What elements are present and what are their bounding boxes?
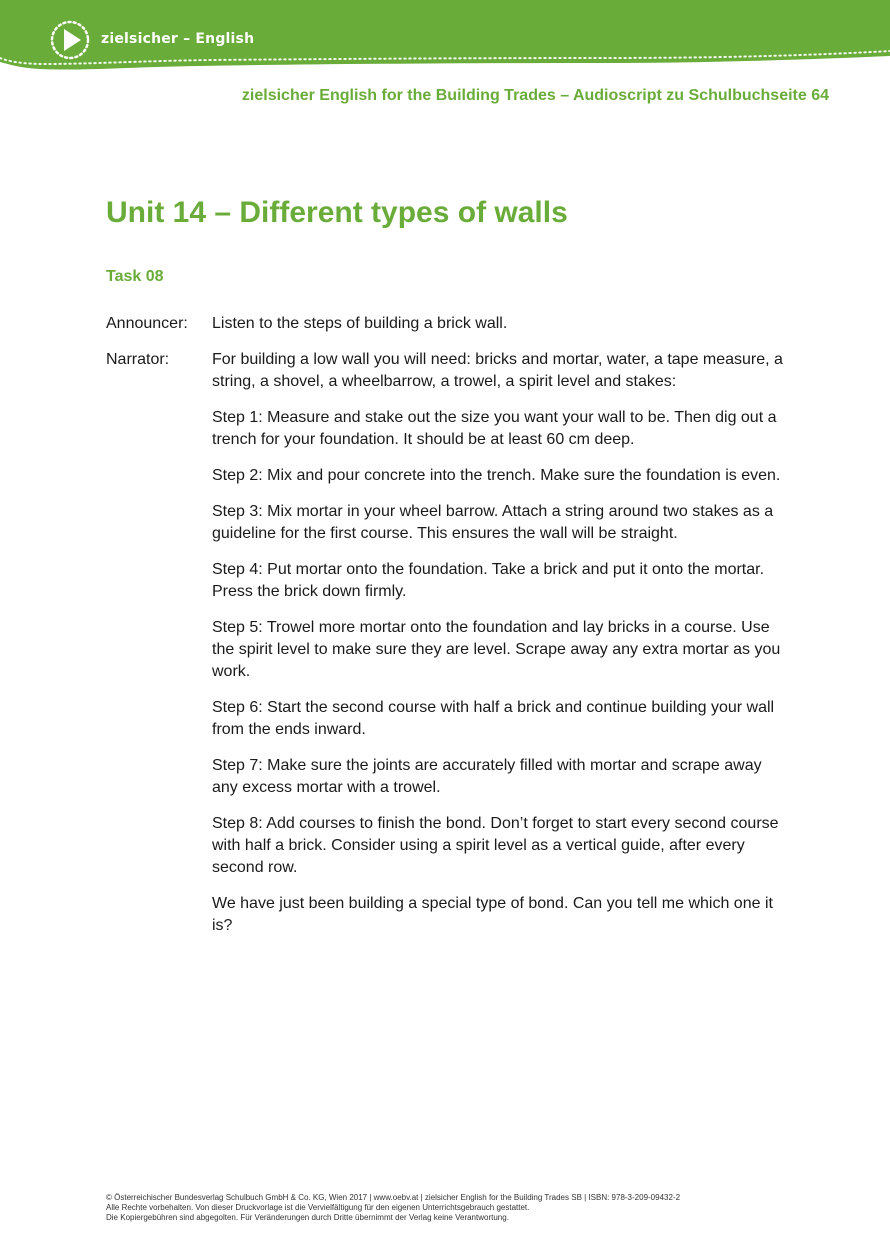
header-title: zielsicher English for the Building Trades – Audioscript zu Schulbuchseite 64	[241, 87, 829, 104]
speech-block	[212, 313, 790, 335]
speech-paragraph-question: We have just been building a special type of bond. Can you tell me which one it is?	[212, 895, 773, 934]
speech-paragraph-step-7: Step 7: Make sure the joints are accurately filled with mortar and scrape away any excess mortar with a trowel.	[212, 757, 762, 796]
speech-paragraph-intro: For building a low wall you will need: bricks and mortar, water, a tape measure, a string, a shovel, a wheelbarrow, a trowel, a spirit level and stakes:	[212, 351, 783, 390]
speech-paragraph-step-5: Step 5: Trowel more mortar onto the foundation and lay bricks in a course. Use the spirit level to make sure they are level. Scrape away any extra mortar as you work.	[212, 619, 781, 680]
footer-line: © Österreichischer Bundesverlag Schulbuch GmbH & Co. KG, Wien 2017 | www.oebv.at | zielsicher English for the Building Trades SB | ISBN: 978-3-209-09432-2	[106, 1193, 681, 1202]
script-row-announcer	[106, 313, 796, 335]
speech-paragraph-step-8: Step 8: Add courses to finish the bond. Don’t forget to start every second course with half a brick. Consider using a spirit level as a vertical guide, after every second row.	[212, 815, 779, 876]
brand-name: zielsicher – English	[101, 31, 255, 47]
speech-paragraph-step-1: Step 1: Measure and stake out the size you want your wall to be. Then dig out a trench for your foundation. It should be at least 60 cm deep.	[212, 409, 777, 448]
speaker-label: Narrator:	[106, 351, 170, 368]
audioscript	[106, 313, 796, 937]
speech-paragraph-step-2: Step 2: Mix and pour concrete into the trench. Make sure the foundation is even.	[212, 467, 781, 484]
speech-paragraph-step-6: Step 6: Start the second course with half a brick and continue building your wall from the ends inward.	[212, 699, 775, 738]
script-row-narrator	[106, 349, 796, 937]
footer-line: Alle Rechte vorbehalten. Von dieser Druckvorlage ist die Vervielfältigung für den eigenen Unterrichtsgebrauch gestattet.	[106, 1203, 530, 1212]
unit-title: Unit 14 – Different types of walls	[106, 196, 568, 229]
copyright-footer	[106, 1193, 680, 1223]
speech-paragraph-step-4: Step 4: Put mortar onto the foundation. Take a brick and put it onto the mortar. Press the brick down firmly.	[212, 561, 765, 600]
speech-paragraph: Listen to the steps of building a brick wall.	[212, 315, 508, 332]
speaker-label: Announcer:	[106, 315, 188, 332]
speech-block	[212, 349, 790, 937]
footer-line: Die Kopiergebühren sind abgegolten. Für Veränderungen durch Dritte übernimmt der Verlag keine Verantwortung.	[106, 1213, 509, 1222]
speech-paragraph-step-3: Step 3: Mix mortar in your wheel barrow. Attach a string around two stakes as a guideline for the first course. This ensures the wall will be straight.	[212, 503, 774, 542]
task-label: Task 08	[106, 268, 164, 285]
